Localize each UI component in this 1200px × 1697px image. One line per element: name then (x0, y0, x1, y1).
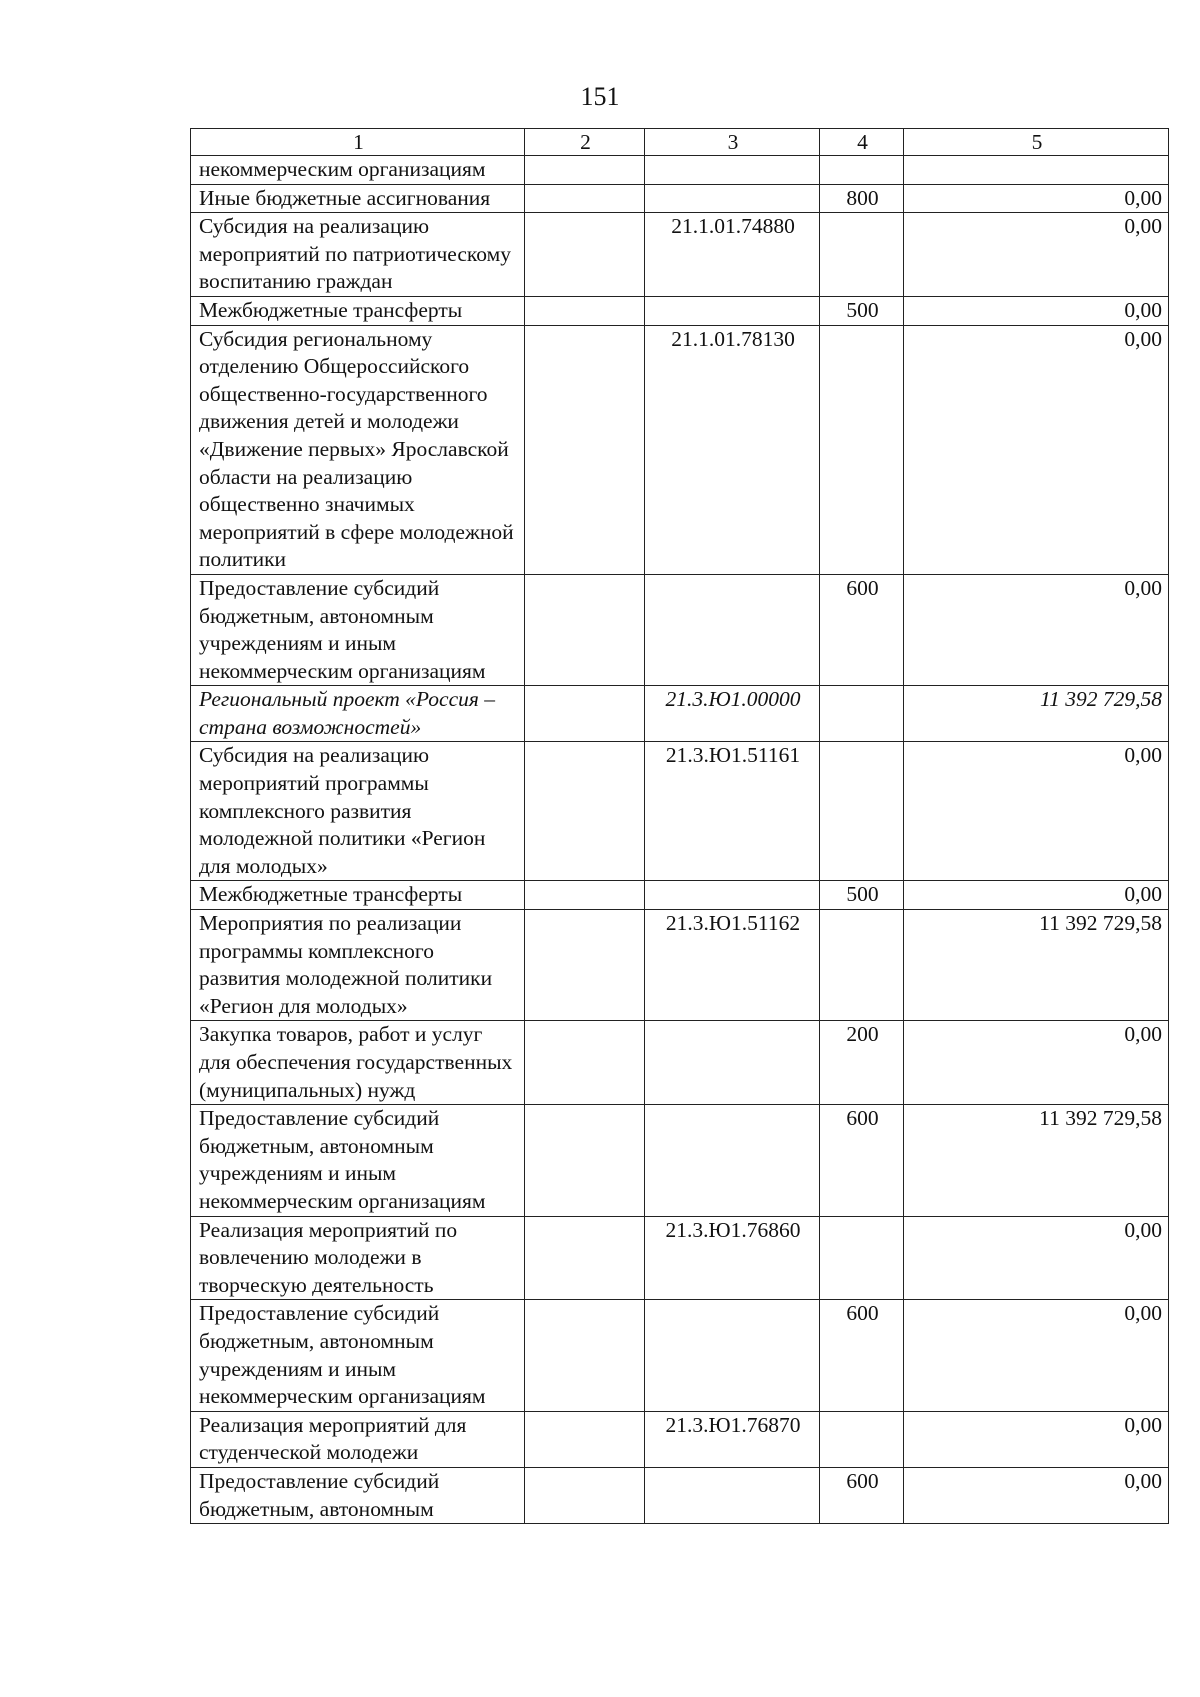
row-amount-cell: 0,00 (904, 1021, 1169, 1105)
row-name-cell: Межбюджетные трансферты (191, 296, 525, 325)
row-amount-cell: 0,00 (904, 296, 1169, 325)
row-code-cell (645, 881, 820, 910)
row-col2-cell (525, 1300, 645, 1411)
row-amount-cell: 11 392 729,58 (904, 910, 1169, 1021)
row-col2-cell (525, 910, 645, 1021)
row-code-cell: 21.1.01.78130 (645, 325, 820, 574)
row-amount-cell: 11 392 729,58 (904, 1105, 1169, 1216)
row-col2-cell (525, 1216, 645, 1300)
table-body (191, 156, 1169, 1524)
row-name-cell: Мероприятия по реализации программы комплексного развития молодежной политики «Регион для молодых» (191, 910, 525, 1021)
row-expense-type-cell (820, 1411, 904, 1467)
row-col2-cell (525, 1467, 645, 1523)
row-col2-cell (525, 296, 645, 325)
table-row (191, 325, 1169, 574)
row-name-cell: Предоставление субсидий бюджетным, автономным учреждениям и иным некоммерческим организациям (191, 1105, 525, 1216)
row-name-cell: Предоставление субсидий бюджетным, автономным учреждениям и иным некоммерческим организациям (191, 1300, 525, 1411)
row-expense-type-cell (820, 1216, 904, 1300)
row-code-cell (645, 1021, 820, 1105)
header-col-3: 3 (645, 129, 820, 156)
header-col-1: 1 (191, 129, 525, 156)
row-amount-cell: 0,00 (904, 213, 1169, 297)
row-name-cell: Предоставление субсидий бюджетным, автономным учреждениям и иным некоммерческим организациям (191, 574, 525, 685)
row-expense-type-cell: 800 (820, 184, 904, 213)
row-amount-cell: 0,00 (904, 574, 1169, 685)
row-name-cell: Межбюджетные трансферты (191, 881, 525, 910)
budget-table (190, 128, 1169, 1524)
row-name-cell: Субсидия региональному отделению Общероссийского общественно-государственного движения детей и молодежи «Движение первых» Ярославской области на реализацию общественно значимых мероприятий в сфере молодежной политики (191, 325, 525, 574)
row-col2-cell (525, 686, 645, 742)
row-name-cell: Субсидия на реализацию мероприятий по патриотическому воспитанию граждан (191, 213, 525, 297)
table-row (191, 686, 1169, 742)
row-amount-cell: 0,00 (904, 1216, 1169, 1300)
row-code-cell (645, 184, 820, 213)
row-expense-type-cell (820, 910, 904, 1021)
table-row (191, 1411, 1169, 1467)
row-code-cell (645, 1105, 820, 1216)
table-row (191, 1467, 1169, 1523)
row-code-cell: 21.1.01.74880 (645, 213, 820, 297)
row-col2-cell (525, 1411, 645, 1467)
row-code-cell (645, 296, 820, 325)
row-expense-type-cell: 600 (820, 1105, 904, 1216)
row-expense-type-cell: 500 (820, 881, 904, 910)
row-col2-cell (525, 213, 645, 297)
row-expense-type-cell (820, 742, 904, 881)
table-row (191, 1105, 1169, 1216)
table-row (191, 1300, 1169, 1411)
row-amount-cell: 0,00 (904, 1411, 1169, 1467)
row-amount-cell: 0,00 (904, 1300, 1169, 1411)
row-col2-cell (525, 574, 645, 685)
row-expense-type-cell: 600 (820, 1300, 904, 1411)
table-row (191, 910, 1169, 1021)
row-col2-cell (525, 881, 645, 910)
table-row (191, 156, 1169, 185)
row-code-cell: 21.3.Ю1.76870 (645, 1411, 820, 1467)
row-name-cell: Субсидия на реализацию мероприятий программы комплексного развития молодежной политики «Регион для молодых» (191, 742, 525, 881)
row-amount-cell: 0,00 (904, 1467, 1169, 1523)
header-col-5: 5 (904, 129, 1169, 156)
table-row (191, 213, 1169, 297)
row-name-cell: некоммерческим организациям (191, 156, 525, 185)
row-expense-type-cell: 500 (820, 296, 904, 325)
header-col-2: 2 (525, 129, 645, 156)
row-code-cell (645, 1300, 820, 1411)
row-amount-cell: 0,00 (904, 325, 1169, 574)
table-row (191, 742, 1169, 881)
row-col2-cell (525, 1021, 645, 1105)
table-row (191, 881, 1169, 910)
row-amount-cell: 0,00 (904, 742, 1169, 881)
row-col2-cell (525, 742, 645, 881)
table-row (191, 574, 1169, 685)
row-name-cell: Региональный проект «Россия – страна возможностей» (191, 686, 525, 742)
row-amount-cell: 0,00 (904, 184, 1169, 213)
table-header (191, 129, 1169, 156)
row-name-cell: Иные бюджетные ассигнования (191, 184, 525, 213)
row-code-cell (645, 1467, 820, 1523)
row-col2-cell (525, 325, 645, 574)
row-code-cell: 21.3.Ю1.51161 (645, 742, 820, 881)
table-row (191, 1216, 1169, 1300)
row-name-cell: Реализация мероприятий для студенческой молодежи (191, 1411, 525, 1467)
row-expense-type-cell (820, 213, 904, 297)
row-amount-cell: 0,00 (904, 881, 1169, 910)
row-expense-type-cell: 200 (820, 1021, 904, 1105)
row-name-cell: Предоставление субсидий бюджетным, автономным (191, 1467, 525, 1523)
row-name-cell: Закупка товаров, работ и услуг для обеспечения государственных (муниципальных) нужд (191, 1021, 525, 1105)
row-expense-type-cell (820, 686, 904, 742)
row-expense-type-cell (820, 156, 904, 185)
row-col2-cell (525, 1105, 645, 1216)
page-number: 151 (580, 82, 620, 111)
row-expense-type-cell: 600 (820, 574, 904, 685)
table-row (191, 296, 1169, 325)
row-code-cell (645, 574, 820, 685)
table-row (191, 184, 1169, 213)
row-code-cell (645, 156, 820, 185)
row-expense-type-cell (820, 325, 904, 574)
row-amount-cell: 11 392 729,58 (904, 686, 1169, 742)
row-amount-cell (904, 156, 1169, 185)
row-code-cell: 21.3.Ю1.76860 (645, 1216, 820, 1300)
row-col2-cell (525, 156, 645, 185)
table-row (191, 1021, 1169, 1105)
row-col2-cell (525, 184, 645, 213)
row-expense-type-cell: 600 (820, 1467, 904, 1523)
row-name-cell: Реализация мероприятий по вовлечению молодежи в творческую деятельность (191, 1216, 525, 1300)
row-code-cell: 21.3.Ю1.00000 (645, 686, 820, 742)
header-col-4: 4 (820, 129, 904, 156)
row-code-cell: 21.3.Ю1.51162 (645, 910, 820, 1021)
